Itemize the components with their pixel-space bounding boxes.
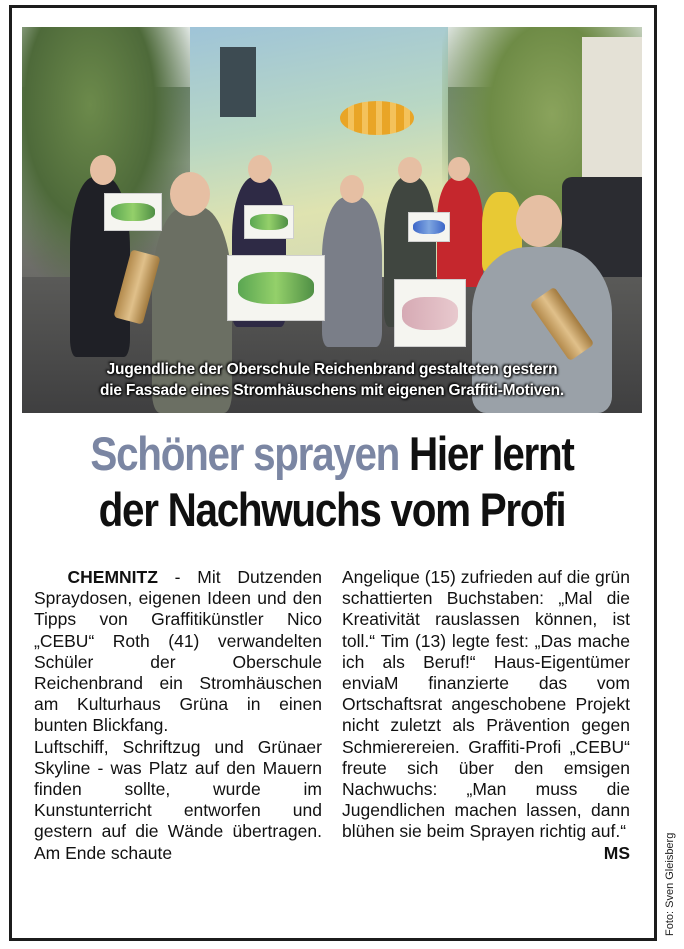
headline-kicker: Schöner sprayen — [90, 427, 400, 480]
photo-sketch-sign — [408, 212, 450, 242]
headline-main: Hier lernt der Nachwuchs vom Profi — [98, 427, 574, 536]
article-paragraph: Luftschiff, Schriftzug und Grünaer Skyline - was Platz auf den Mauern finden sollte, wurde im Kunstunterricht entworfen und gestern auf die Wände übertragen. Am Ende schaute — [34, 736, 322, 863]
photo-wall-door — [220, 47, 256, 117]
photo-sketch-sign — [244, 205, 294, 239]
photo-person-head — [340, 175, 364, 203]
dateline: CHEMNITZ — [67, 567, 158, 587]
photo-person-head — [170, 172, 210, 216]
photo-house — [582, 37, 642, 187]
article-column-left — [34, 567, 322, 864]
article-paragraph — [342, 567, 630, 863]
article-text: - Mit Dutzenden Spraydosen, eigenen Ideen und den Tipps von Graffitikünstler Nico „CEBU“ Roth (41) verwandelten Schüler der Oberschule Reichenbrand ein Stromhäuschen am Kulturhaus Grüna in einen bunten Blickfang. — [34, 567, 322, 736]
photo-sketch-sign — [227, 255, 325, 321]
photo-person — [322, 197, 382, 347]
photo-person-head — [248, 155, 272, 183]
article-column-right — [342, 567, 630, 864]
photo-sketch-sign — [394, 279, 466, 347]
photo-person-head — [90, 155, 116, 185]
headline — [65, 426, 598, 538]
article-photo — [22, 27, 642, 413]
photo-caption-line1: Jugendliche der Oberschule Reichenbrand gestalteten gestern — [106, 361, 558, 378]
photo-caption-line2: die Fassade eines Stromhäuschens mit eigenen Graffiti-Motiven. — [100, 382, 564, 399]
photo-caption — [22, 359, 642, 401]
photo-sketch-sign — [104, 193, 162, 231]
photo-person-head — [516, 195, 562, 247]
article-text: Angelique (15) zufrieden auf die grün schattierten Buchstaben: „Mal die Kreativität rauslassen können, ist toll.“ Tim (13) legte fest: „Das mache ich als Beruf!“ Haus-Eigentümer enviaM finanzierte das vom Ortschaftsrat angeschobene Projekt nicht zuletzt als Prävention gegen Schmierereien. Graffiti-Profi „CEBU“ freute sich über den emsigen Nachwuchs: „Man muss die Jugendlichen machen lassen, dann blühen sie beim Sprayen richtig auf.“ — [342, 567, 630, 842]
article-paragraph — [34, 567, 322, 737]
photo-zeppelin-graffiti — [340, 101, 414, 135]
photo-credit: Foto: Sven Gleisberg — [664, 832, 676, 936]
author-signature: MS — [603, 842, 630, 863]
photo-person-head — [398, 157, 422, 183]
photo-person-head — [448, 157, 470, 181]
